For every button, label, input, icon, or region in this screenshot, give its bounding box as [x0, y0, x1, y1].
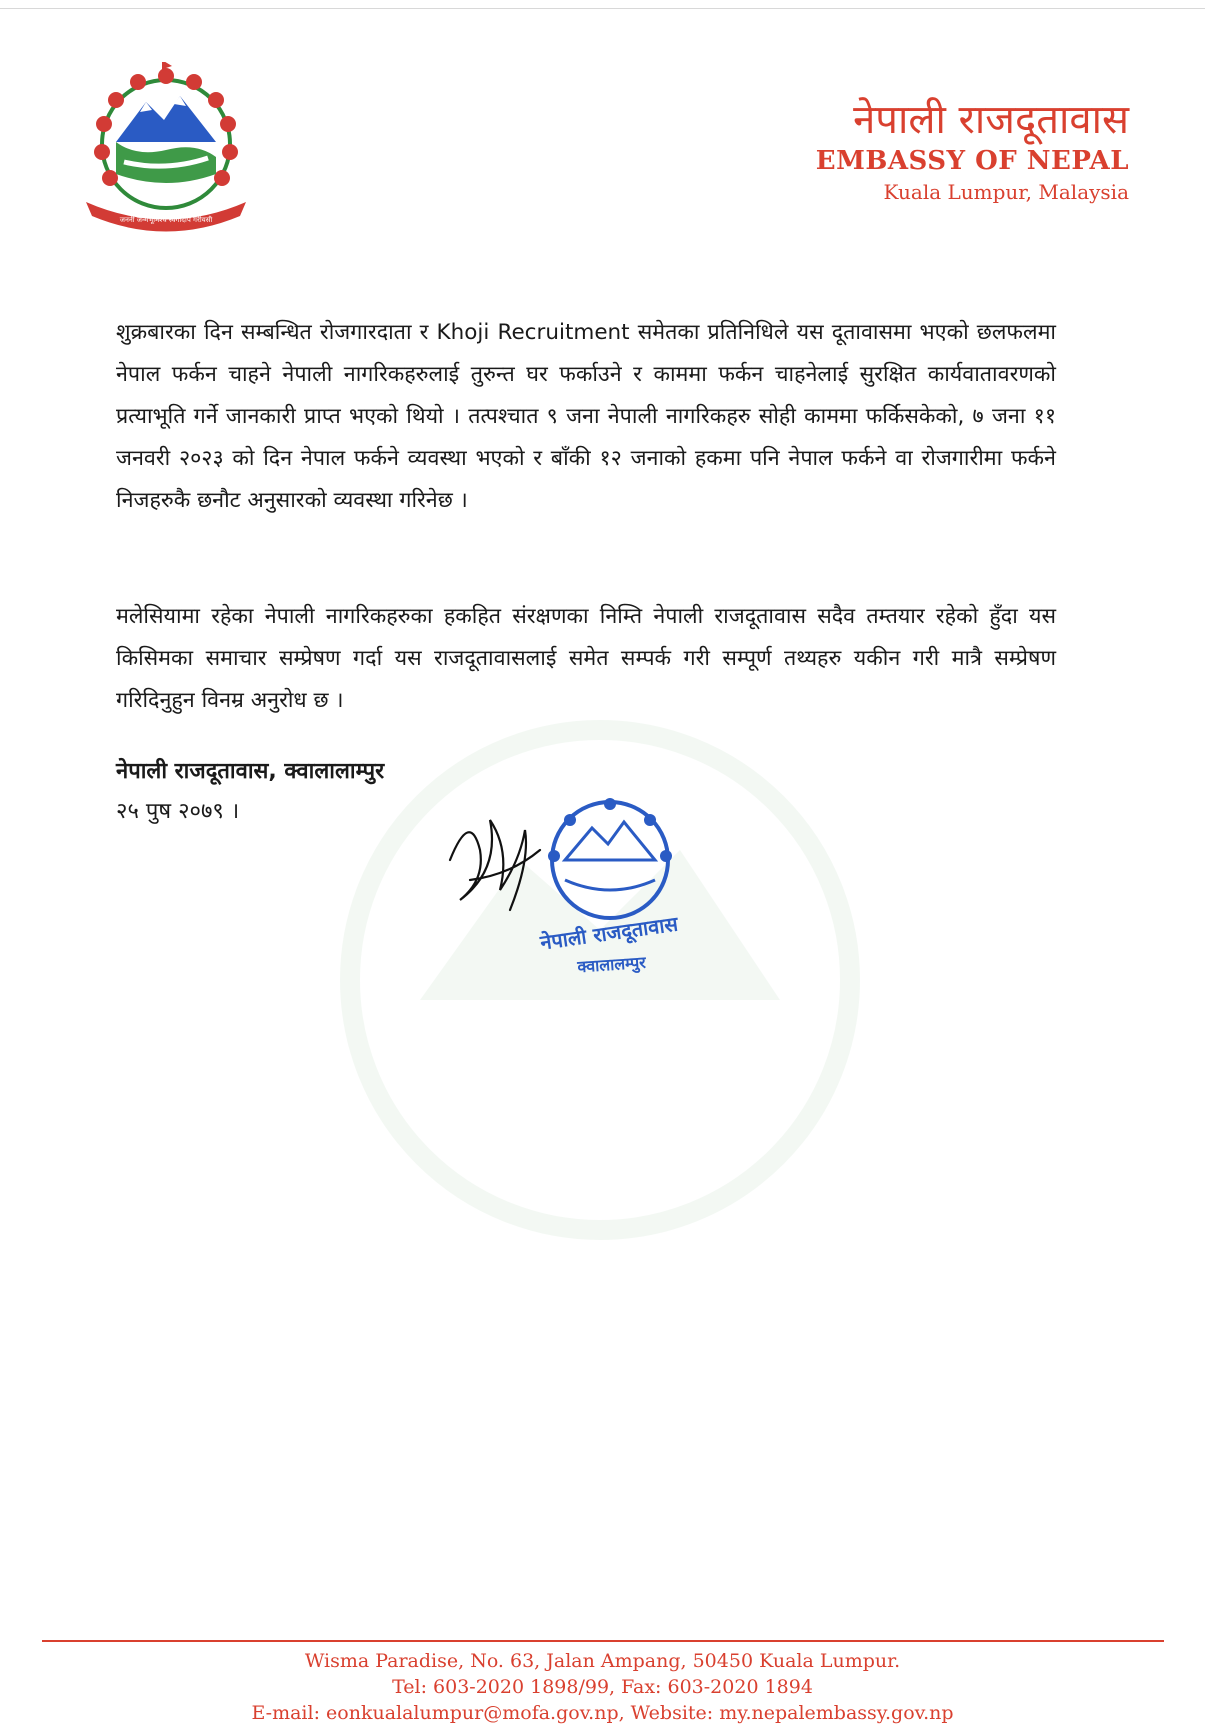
footer-divider [42, 1640, 1164, 1642]
embassy-name-nepali: नेपाली राजदूतावास [853, 97, 1129, 143]
stamp-line-2: क्वालालम्पुर [576, 952, 647, 977]
signature-block [116, 752, 384, 832]
sign-office: नेपाली राजदूतावास, क्वालालाम्पुर [116, 759, 385, 784]
nepal-coat-of-arms-emblem [76, 62, 256, 242]
letter-paragraph-2: मलेसियामा रहेका नेपाली नागरिकहरुका हकहित संरक्षणका निम्ति नेपाली राजदूतावास सदैव तम्तयार रहेको हुँदा यस किसिमका समाचार सम्प्रेषण गर्दा यस राजदूतावासलाई समेत सम्पर्क गरी सम्पूर्ण तथ्यहरु यकीन गरी मात्रै सम्प्रेषण गरिदिनुहुन विनम्र अनुरोध छ । [116, 604, 1056, 713]
letterhead [816, 96, 1129, 206]
footer-contact: Tel: 603-2020 1898/99, Fax: 603-2020 1894 [392, 1676, 813, 1698]
footer-address: Wisma Paradise, No. 63, Jalan Ampang, 50450 Kuala Lumpur. [304, 1650, 901, 1672]
stamp-line-1: नेपाली राजदूतावास [538, 911, 680, 955]
embassy-location: Kuala Lumpur, Malaysia [883, 180, 1129, 204]
embassy-name-english: EMBASSY OF NEPAL [815, 146, 1129, 176]
official-stamp [520, 790, 700, 990]
scan-edge-line [0, 8, 1205, 9]
footer-email-website: E-mail: eonkualalumpur@mofa.gov.np, Website: my.nepalembassy.gov.np [251, 1702, 954, 1724]
footer [0, 1648, 1205, 1726]
sign-date: २५ पुष २०७९ । [116, 799, 240, 824]
emblem-banner-text: जननी जन्मभूमिश्च स्वर्गादपि गरीयसी [119, 216, 213, 224]
letter-paragraph-1: शुक्रबारका दिन सम्बन्धित रोजगारदाता र Khoji Recruitment समेतका प्रतिनिधिले यस दूतावासमा भएको छलफलमा नेपाल फर्कन चाहने नेपाली नागरिकहरुलाई तुरुन्त घर फर्काउने र काममा फर्कन चाहनेलाई सुरक्षित कार्यवातावरणको प्रत्याभूति गर्ने जानकारी प्राप्त भएको थियो । तत्पश्चात ९ जना नेपाली नागरिकहरु सोही काममा फर्किसकेको, ७ जना ११ जनवरी २०२३ को दिन नेपाल फर्कने व्यवस्था भएको र बाँकी १२ जनाको हकमा पनि नेपाल फर्कने वा रोजगारीमा फर्कने निजहरुकै छनौट अनुसारको व्यवस्था गरिनेछ । [116, 320, 1056, 513]
